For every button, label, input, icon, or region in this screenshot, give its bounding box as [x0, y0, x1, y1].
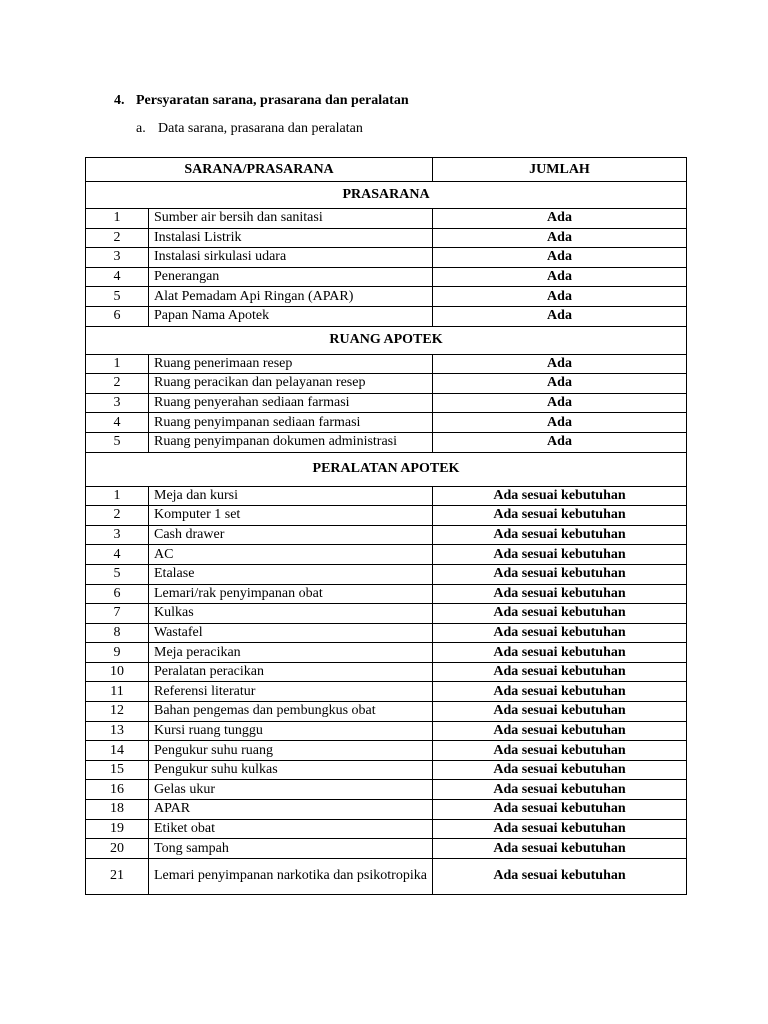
facilities-table — [85, 157, 687, 895]
row-item-name: Peralatan peracikan — [149, 662, 433, 682]
row-item-name: Penerangan — [149, 267, 433, 287]
row-quantity: Ada — [433, 354, 687, 374]
row-number: 11 — [86, 682, 149, 702]
row-quantity: Ada sesuai kebutuhan — [433, 800, 687, 820]
row-quantity: Ada sesuai kebutuhan — [433, 564, 687, 584]
section-title: RUANG APOTEK — [86, 326, 687, 354]
row-quantity: Ada sesuai kebutuhan — [433, 760, 687, 780]
row-item-name: Etalase — [149, 564, 433, 584]
row-quantity: Ada — [433, 287, 687, 307]
table-row — [86, 486, 687, 506]
section-heading-number: 4. — [114, 93, 125, 108]
row-quantity: Ada sesuai kebutuhan — [433, 819, 687, 839]
table-row — [86, 643, 687, 663]
row-item-name: Cash drawer — [149, 525, 433, 545]
row-quantity: Ada — [433, 374, 687, 394]
section-row — [86, 452, 687, 486]
row-number: 5 — [86, 564, 149, 584]
table-row — [86, 819, 687, 839]
row-number: 3 — [86, 248, 149, 268]
table-row — [86, 267, 687, 287]
table-body — [86, 182, 687, 895]
row-item-name: APAR — [149, 800, 433, 820]
row-item-name: Etiket obat — [149, 819, 433, 839]
row-item-name: Sumber air bersih dan sanitasi — [149, 209, 433, 229]
row-number: 21 — [86, 858, 149, 894]
row-quantity: Ada — [433, 267, 687, 287]
row-number: 8 — [86, 623, 149, 643]
table-row — [86, 393, 687, 413]
row-item-name: AC — [149, 545, 433, 565]
row-quantity: Ada sesuai kebutuhan — [433, 682, 687, 702]
row-number: 5 — [86, 432, 149, 452]
row-number: 6 — [86, 584, 149, 604]
table-row — [86, 413, 687, 433]
row-item-name: Instalasi sirkulasi udara — [149, 248, 433, 268]
table-row — [86, 858, 687, 894]
row-quantity: Ada sesuai kebutuhan — [433, 623, 687, 643]
row-quantity: Ada sesuai kebutuhan — [433, 721, 687, 741]
table-row — [86, 721, 687, 741]
row-item-name: Pengukur suhu ruang — [149, 741, 433, 761]
row-item-name: Kulkas — [149, 604, 433, 624]
table-row — [86, 604, 687, 624]
column-header-item: SARANA/PRASARANA — [86, 158, 433, 182]
row-quantity: Ada sesuai kebutuhan — [433, 486, 687, 506]
row-quantity: Ada — [433, 393, 687, 413]
row-number: 20 — [86, 839, 149, 859]
section-heading — [114, 93, 409, 109]
row-number: 4 — [86, 545, 149, 565]
row-quantity: Ada sesuai kebutuhan — [433, 506, 687, 526]
table-row — [86, 209, 687, 229]
row-quantity: Ada — [433, 432, 687, 452]
row-number: 18 — [86, 800, 149, 820]
section-title: PERALATAN APOTEK — [86, 452, 687, 486]
table-header-row — [86, 158, 687, 182]
row-quantity: Ada sesuai kebutuhan — [433, 525, 687, 545]
table-row — [86, 760, 687, 780]
row-number: 9 — [86, 643, 149, 663]
row-number: 1 — [86, 209, 149, 229]
row-number: 6 — [86, 306, 149, 326]
row-item-name: Wastafel — [149, 623, 433, 643]
table-row — [86, 354, 687, 374]
row-quantity: Ada — [433, 306, 687, 326]
subsection-heading-text: Data sarana, prasarana dan peralatan — [158, 121, 363, 136]
row-quantity: Ada sesuai kebutuhan — [433, 858, 687, 894]
table-row — [86, 662, 687, 682]
table-row — [86, 839, 687, 859]
row-number: 3 — [86, 393, 149, 413]
table-row — [86, 584, 687, 604]
table-row — [86, 623, 687, 643]
row-quantity: Ada sesuai kebutuhan — [433, 702, 687, 722]
row-quantity: Ada sesuai kebutuhan — [433, 604, 687, 624]
row-quantity: Ada sesuai kebutuhan — [433, 741, 687, 761]
row-quantity: Ada — [433, 248, 687, 268]
table-row — [86, 741, 687, 761]
row-item-name: Ruang penyimpanan dokumen administrasi — [149, 432, 433, 452]
row-item-name: Pengukur suhu kulkas — [149, 760, 433, 780]
section-heading-text: Persyaratan sarana, prasarana dan peralatan — [136, 93, 409, 108]
subsection-heading-number: a. — [136, 121, 146, 136]
table-row — [86, 374, 687, 394]
section-row — [86, 326, 687, 354]
row-item-name: Ruang penerimaan resep — [149, 354, 433, 374]
row-number: 10 — [86, 662, 149, 682]
row-item-name: Referensi literatur — [149, 682, 433, 702]
row-item-name: Meja dan kursi — [149, 486, 433, 506]
table-row — [86, 800, 687, 820]
table-row — [86, 525, 687, 545]
row-item-name: Gelas ukur — [149, 780, 433, 800]
row-number: 7 — [86, 604, 149, 624]
table-row — [86, 287, 687, 307]
row-number: 13 — [86, 721, 149, 741]
row-number: 12 — [86, 702, 149, 722]
row-number: 1 — [86, 486, 149, 506]
row-quantity: Ada — [433, 209, 687, 229]
row-number: 15 — [86, 760, 149, 780]
table-row — [86, 682, 687, 702]
row-quantity: Ada sesuai kebutuhan — [433, 545, 687, 565]
row-number: 3 — [86, 525, 149, 545]
row-quantity: Ada sesuai kebutuhan — [433, 780, 687, 800]
table-row — [86, 306, 687, 326]
table-row — [86, 702, 687, 722]
table-row — [86, 248, 687, 268]
row-number: 19 — [86, 819, 149, 839]
row-item-name: Alat Pemadam Api Ringan (APAR) — [149, 287, 433, 307]
table-row — [86, 506, 687, 526]
row-item-name: Instalasi Listrik — [149, 228, 433, 248]
row-item-name: Komputer 1 set — [149, 506, 433, 526]
row-quantity: Ada sesuai kebutuhan — [433, 839, 687, 859]
column-header-qty: JUMLAH — [433, 158, 687, 182]
row-item-name: Ruang penyerahan sediaan farmasi — [149, 393, 433, 413]
subsection-heading — [136, 121, 363, 137]
row-number: 16 — [86, 780, 149, 800]
row-number: 5 — [86, 287, 149, 307]
row-item-name: Ruang penyimpanan sediaan farmasi — [149, 413, 433, 433]
row-quantity: Ada sesuai kebutuhan — [433, 662, 687, 682]
row-quantity: Ada — [433, 413, 687, 433]
row-quantity: Ada sesuai kebutuhan — [433, 584, 687, 604]
section-row — [86, 182, 687, 209]
row-item-name: Meja peracikan — [149, 643, 433, 663]
row-number: 1 — [86, 354, 149, 374]
row-item-name: Papan Nama Apotek — [149, 306, 433, 326]
row-quantity: Ada — [433, 228, 687, 248]
table-row — [86, 432, 687, 452]
table-row — [86, 228, 687, 248]
row-number: 2 — [86, 506, 149, 526]
row-item-name: Bahan pengemas dan pembungkus obat — [149, 702, 433, 722]
row-item-name: Tong sampah — [149, 839, 433, 859]
row-number: 14 — [86, 741, 149, 761]
table-row — [86, 545, 687, 565]
row-number: 4 — [86, 413, 149, 433]
row-item-name: Kursi ruang tunggu — [149, 721, 433, 741]
row-item-name: Lemari/rak penyimpanan obat — [149, 584, 433, 604]
row-quantity: Ada sesuai kebutuhan — [433, 643, 687, 663]
row-item-name: Ruang peracikan dan pelayanan resep — [149, 374, 433, 394]
section-title: PRASARANA — [86, 182, 687, 209]
row-number: 2 — [86, 374, 149, 394]
table-row — [86, 564, 687, 584]
row-item-name: Lemari penyimpanan narkotika dan psikotropika — [149, 858, 433, 894]
table-row — [86, 780, 687, 800]
row-number: 4 — [86, 267, 149, 287]
row-number: 2 — [86, 228, 149, 248]
